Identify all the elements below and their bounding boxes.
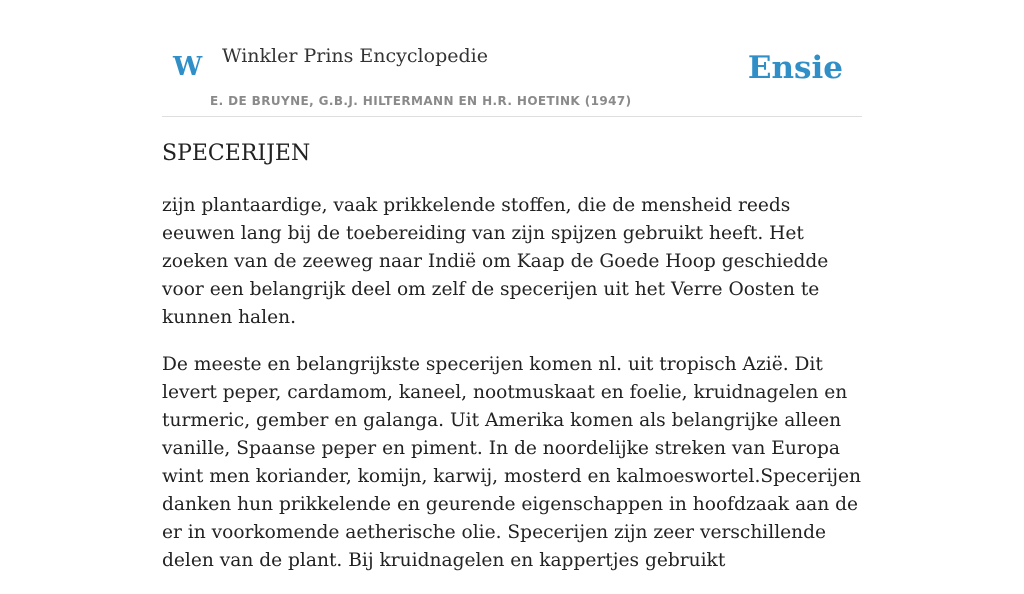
source-title[interactable]: Winkler Prins Encyclopedie xyxy=(222,45,488,67)
article-title: SPECERIJEN xyxy=(162,141,311,166)
ensie-logo[interactable]: Ensie xyxy=(747,50,843,86)
winkler-prins-logo[interactable]: W xyxy=(173,52,203,82)
source-header xyxy=(162,0,862,117)
article-paragraph: De meeste en belangrijkste specerijen komen nl. uit tropisch Azië. Dit levert peper, cardamom, kaneel, nootmuskaat en foelie, kruidnagelen en turmeric, gember en galanga. Uit Amerika komen als belangrijke alleen vanille, Spaanse peper en piment. In de noordelijke streken van Europa wint men koriander, komijn, karwij, mosterd en kalmoeswortel.Specerijen danken hun prikkelende en geurende eigenschappen in hoofdzaak aan de er in voorkomende aetherische olie. Specerijen zijn zeer verschillende delen van de plant. Bij kruidnagelen en kappertjes gebruikt xyxy=(162,354,862,571)
source-authors: E. DE BRUYNE, G.B.J. HILTERMANN EN H.R. HOETINK (1947) xyxy=(210,94,632,108)
article-paragraph: zijn plantaardige, vaak prikkelende stoffen, die de mensheid reeds eeuwen lang bij de toebereiding van zijn spijzen gebruikt heeft. Het zoeken van de zeeweg naar Indië om Kaap de Goede Hoop geschiedde voor een belangrijk deel om zelf de specerijen uit het Verre Oosten te kunnen halen. xyxy=(162,195,829,328)
article-body xyxy=(162,192,862,594)
encyclopedia-page xyxy=(162,0,862,571)
